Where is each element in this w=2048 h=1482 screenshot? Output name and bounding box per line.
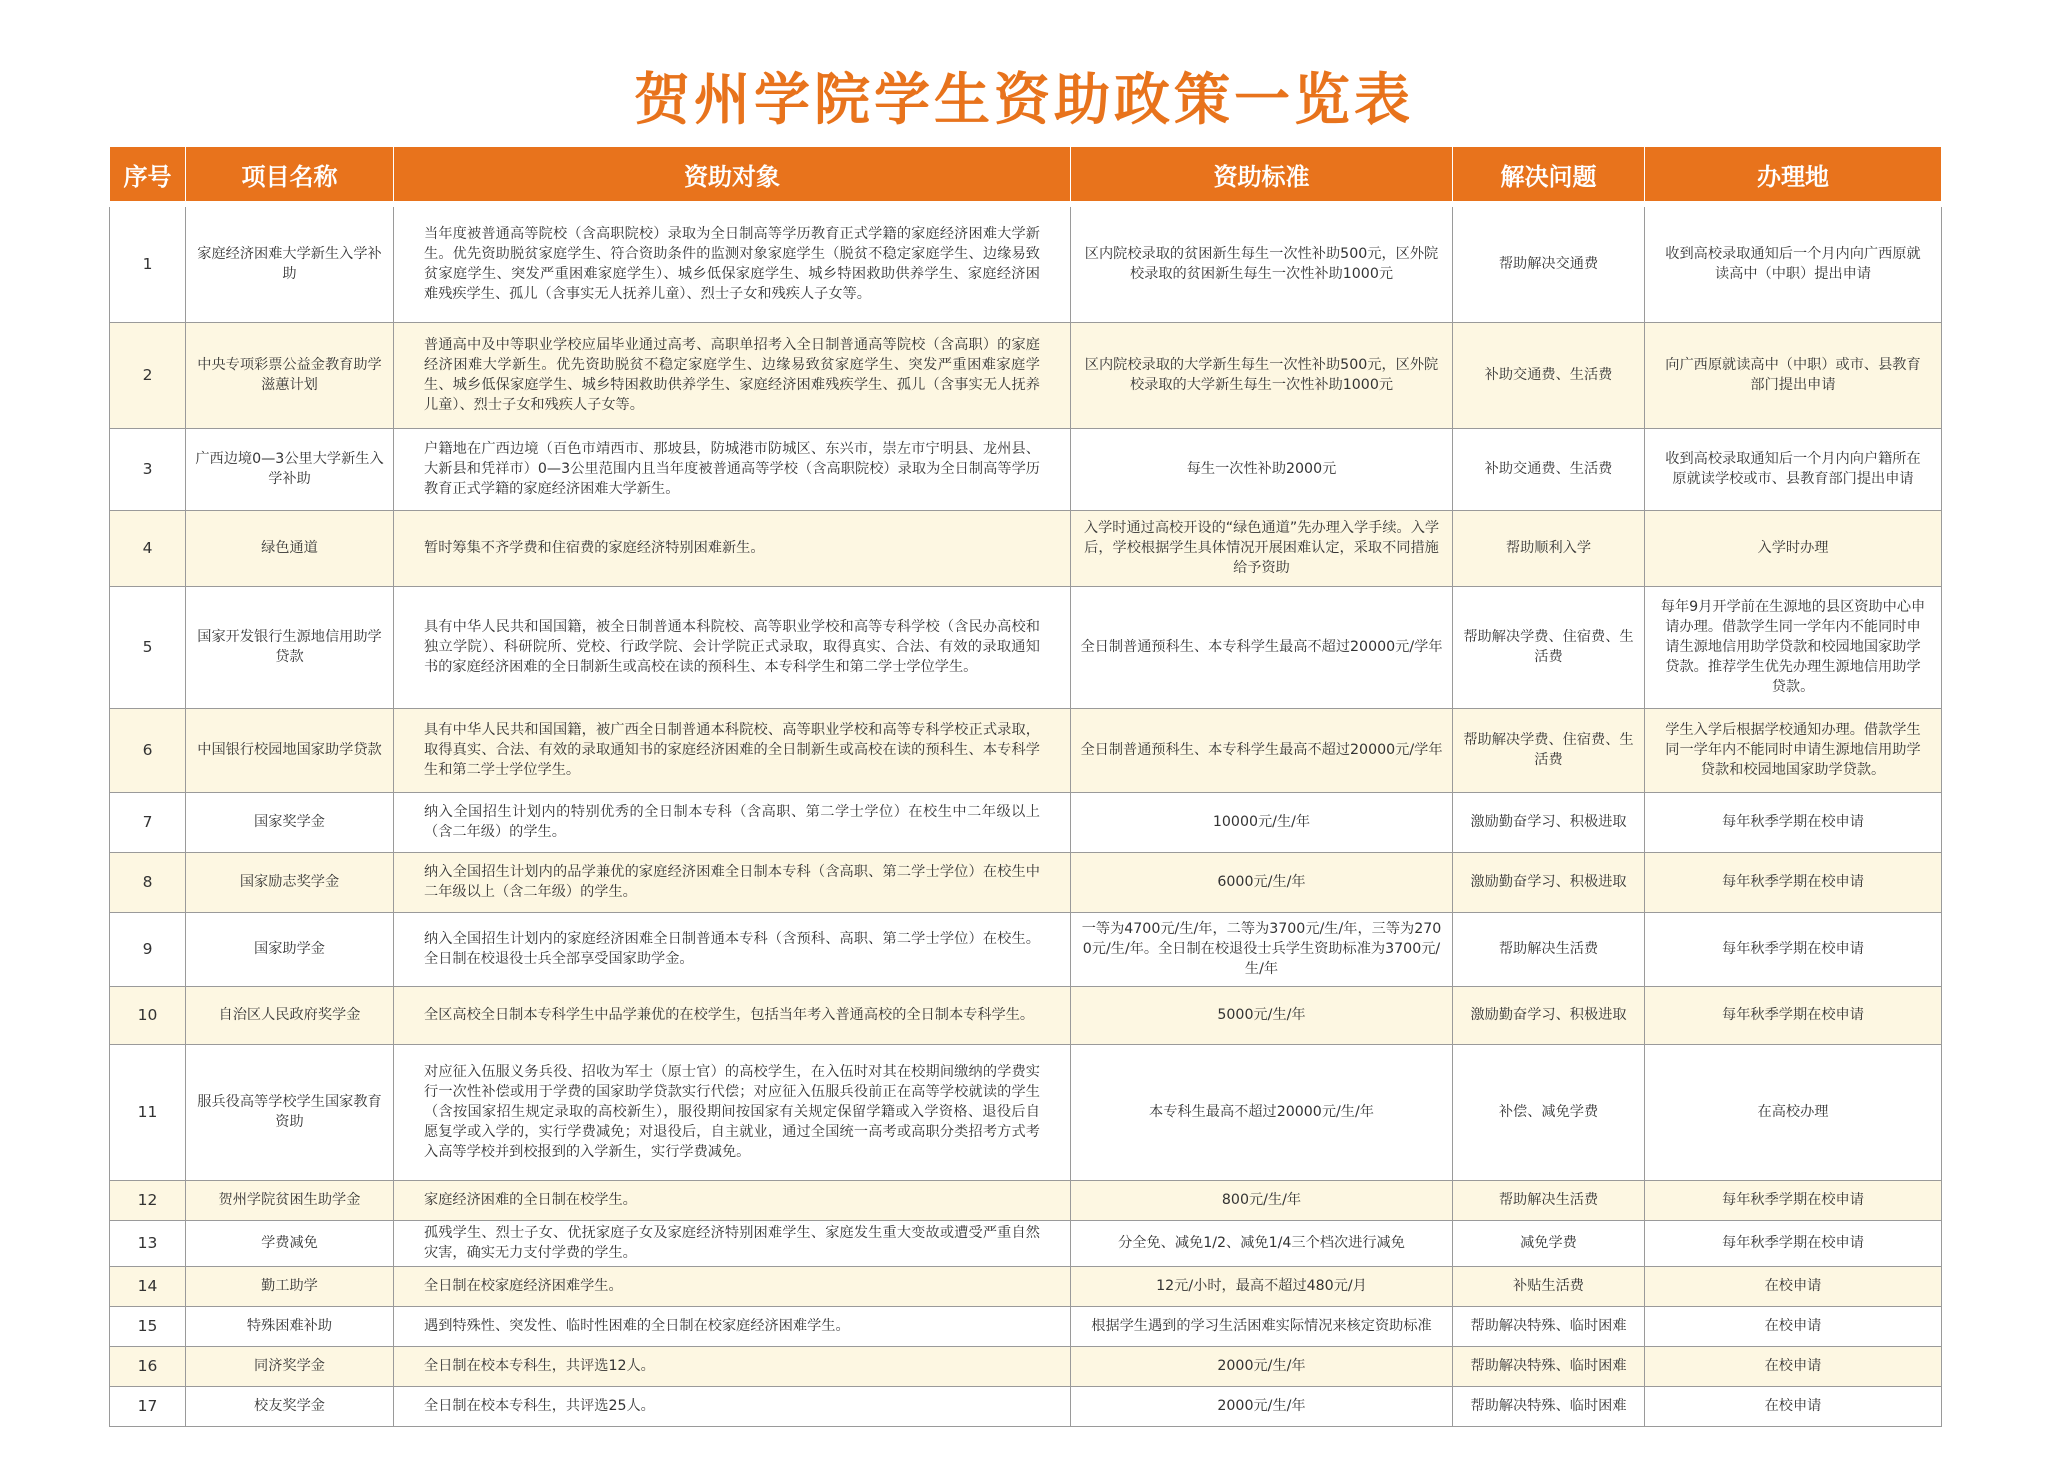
project-name: 同济奖学金 — [186, 1346, 394, 1386]
application-place: 收到高校录取通知后一个月内向广西原就读高中（中职）提出申请 — [1645, 204, 1942, 322]
project-name: 绿色通道 — [186, 510, 394, 586]
table-row — [110, 1044, 1942, 1180]
application-place: 每年秋季学期在校申请 — [1645, 792, 1942, 852]
assistance-standard: 全日制普通预科生、本专科学生最高不超过20000元/学年 — [1071, 708, 1453, 792]
application-place: 每年秋季学期在校申请 — [1645, 1220, 1942, 1266]
row-number: 5 — [110, 586, 186, 708]
problem-solved: 帮助解决特殊、临时困难 — [1453, 1346, 1645, 1386]
application-place: 每年9月开学前在生源地的县区资助中心申请办理。借款学生同一学年内不能同时申请生源地信用助学贷款和校园地国家助学贷款。推荐学生优先办理生源地信用助学贷款。 — [1645, 586, 1942, 708]
application-place: 学生入学后根据学校通知办理。借款学生同一学年内不能同时申请生源地信用助学贷款和校园地国家助学贷款。 — [1645, 708, 1942, 792]
assistance-standard: 区内院校录取的大学新生每生一次性补助500元，区外院校录取的大学新生每生一次性补助1000元 — [1071, 322, 1453, 428]
project-name: 服兵役高等学校学生国家教育资助 — [186, 1044, 394, 1180]
problem-solved: 补偿、减免学费 — [1453, 1044, 1645, 1180]
table-row — [110, 586, 1942, 708]
assistance-standard: 每生一次性补助2000元 — [1071, 428, 1453, 510]
application-place: 入学时办理 — [1645, 510, 1942, 586]
assistance-standard: 5000元/生/年 — [1071, 986, 1453, 1044]
table-row — [110, 852, 1942, 912]
assistance-target: 全日制在校家庭经济困难学生。 — [394, 1266, 1071, 1306]
application-place: 在校申请 — [1645, 1386, 1942, 1426]
assistance-target: 普通高中及中等职业学校应届毕业通过高考、高职单招考入全日制普通高等院校（含高职）的家庭经济困难大学新生。优先资助脱贫不稳定家庭学生、边缘易致贫家庭学生、突发严重困难家庭学生、城乡低保家庭学生、城乡特困救助供养学生、家庭经济困难残疾学生、孤儿（含事实无人抚养儿童）、烈士子女和残疾人子女等。 — [394, 322, 1071, 428]
row-number: 2 — [110, 322, 186, 428]
problem-solved: 帮助解决交通费 — [1453, 204, 1645, 322]
problem-solved: 帮助解决学费、住宿费、生活费 — [1453, 586, 1645, 708]
row-number: 17 — [110, 1386, 186, 1426]
table-row — [110, 708, 1942, 792]
problem-solved: 补贴生活费 — [1453, 1266, 1645, 1306]
application-place: 在校申请 — [1645, 1346, 1942, 1386]
table-row — [110, 1220, 1942, 1266]
project-name: 中央专项彩票公益金教育助学滋蕙计划 — [186, 322, 394, 428]
project-name: 国家励志奖学金 — [186, 852, 394, 912]
header-standard: 资助标准 — [1071, 147, 1453, 205]
application-place: 每年秋季学期在校申请 — [1645, 986, 1942, 1044]
application-place: 向广西原就读高中（中职）或市、县教育部门提出申请 — [1645, 322, 1942, 428]
assistance-target: 具有中华人民共和国国籍，被全日制普通本科院校、高等职业学校和高等专科学校（含民办高校和独立学院）、科研院所、党校、行政学院、会计学院正式录取，取得真实、合法、有效的录取通知书的家庭经济困难的全日制新生或高校在读的预科生、本专科学生和第二学士学位学生。 — [394, 586, 1071, 708]
assistance-standard: 全日制普通预科生、本专科学生最高不超过20000元/学年 — [1071, 586, 1453, 708]
project-name: 国家开发银行生源地信用助学贷款 — [186, 586, 394, 708]
policy-table — [109, 146, 1942, 1427]
project-name: 中国银行校园地国家助学贷款 — [186, 708, 394, 792]
row-number: 10 — [110, 986, 186, 1044]
assistance-standard: 2000元/生/年 — [1071, 1386, 1453, 1426]
row-number: 8 — [110, 852, 186, 912]
table-row — [110, 322, 1942, 428]
assistance-target: 遇到特殊性、突发性、临时性困难的全日制在校家庭经济困难学生。 — [394, 1306, 1071, 1346]
assistance-standard: 入学时通过高校开设的“绿色通道”先办理入学手续。入学后，学校根据学生具体情况开展困难认定，采取不同措施给予资助 — [1071, 510, 1453, 586]
problem-solved: 帮助解决特殊、临时困难 — [1453, 1386, 1645, 1426]
application-place: 每年秋季学期在校申请 — [1645, 852, 1942, 912]
project-name: 学费减免 — [186, 1220, 394, 1266]
assistance-standard: 10000元/生/年 — [1071, 792, 1453, 852]
table-row — [110, 1386, 1942, 1426]
problem-solved: 激励勤奋学习、积极进取 — [1453, 792, 1645, 852]
assistance-target: 纳入全国招生计划内的特别优秀的全日制本专科（含高职、第二学士学位）在校生中二年级以上（含二年级）的学生。 — [394, 792, 1071, 852]
row-number: 12 — [110, 1180, 186, 1220]
assistance-standard: 2000元/生/年 — [1071, 1346, 1453, 1386]
assistance-target: 全日制在校本专科生，共评选25人。 — [394, 1386, 1071, 1426]
project-name: 自治区人民政府奖学金 — [186, 986, 394, 1044]
problem-solved: 减免学费 — [1453, 1220, 1645, 1266]
row-number: 6 — [110, 708, 186, 792]
header-problem: 解决问题 — [1453, 147, 1645, 205]
project-name: 勤工助学 — [186, 1266, 394, 1306]
assistance-target: 纳入全国招生计划内的家庭经济困难全日制普通本专科（含预科、高职、第二学士学位）在校生。全日制在校退役士兵全部享受国家助学金。 — [394, 912, 1071, 986]
application-place: 每年秋季学期在校申请 — [1645, 1180, 1942, 1220]
table-row — [110, 1180, 1942, 1220]
project-name: 校友奖学金 — [186, 1386, 394, 1426]
application-place: 收到高校录取通知后一个月内向户籍所在原就读学校或市、县教育部门提出申请 — [1645, 428, 1942, 510]
assistance-target: 暂时筹集不齐学费和住宿费的家庭经济特别困难新生。 — [394, 510, 1071, 586]
page-title: 贺州学院学生资助政策一览表 — [634, 68, 1414, 133]
problem-solved: 补助交通费、生活费 — [1453, 322, 1645, 428]
assistance-standard: 根据学生遇到的学习生活困难实际情况来核定资助标准 — [1071, 1306, 1453, 1346]
assistance-target: 全区高校全日制本专科学生中品学兼优的在校学生，包括当年考入普通高校的全日制本专科学生。 — [394, 986, 1071, 1044]
problem-solved: 激励勤奋学习、积极进取 — [1453, 852, 1645, 912]
table-row — [110, 912, 1942, 986]
project-name: 广西边境0—3公里大学新生入学补助 — [186, 428, 394, 510]
row-number: 1 — [110, 204, 186, 322]
problem-solved: 补助交通费、生活费 — [1453, 428, 1645, 510]
assistance-target: 当年度被普通高等院校（含高职院校）录取为全日制高等学历教育正式学籍的家庭经济困难大学新生。优先资助脱贫家庭学生、符合资助条件的监测对象家庭学生（脱贫不稳定家庭学生、边缘易致贫家庭学生、突发严重困难家庭学生）、城乡低保家庭学生、城乡特困救助供养学生、家庭经济困难残疾学生、孤儿（含事实无人抚养儿童）、烈士子女和残疾人子女等。 — [394, 204, 1071, 322]
project-name: 贺州学院贫困生助学金 — [186, 1180, 394, 1220]
row-number: 11 — [110, 1044, 186, 1180]
project-name: 国家奖学金 — [186, 792, 394, 852]
application-place: 每年秋季学期在校申请 — [1645, 912, 1942, 986]
table-row — [110, 1266, 1942, 1306]
assistance-target: 户籍地在广西边境（百色市靖西市、那坡县，防城港市防城区、东兴市，崇左市宁明县、龙州县、大新县和凭祥市）0—3公里范围内且当年度被普通高等学校（含高职院校）录取为全日制高等学历教育正式学籍的家庭经济困难大学新生。 — [394, 428, 1071, 510]
table-row — [110, 204, 1942, 322]
assistance-target: 家庭经济困难的全日制在校学生。 — [394, 1180, 1071, 1220]
assistance-standard: 一等为4700元/生/年，二等为3700元/生/年，三等为2700元/生/年。全日制在校退役士兵学生资助标准为3700元/生/年 — [1071, 912, 1453, 986]
assistance-target: 对应征入伍服义务兵役、招收为军士（原士官）的高校学生，在入伍时对其在校期间缴纳的学费实行一次性补偿或用于学费的国家助学贷款实行代偿；对应征入伍服兵役前正在高等学校就读的学生（含按国家招生规定录取的高校新生），服役期间按国家有关规定保留学籍或入学资格、退役后自愿复学或入学的，实行学费减免；对退役后，自主就业，通过全国统一高考或高职分类招考方式考入高等学校并到校报到的入学新生，实行学费减免。 — [394, 1044, 1071, 1180]
problem-solved: 激励勤奋学习、积极进取 — [1453, 986, 1645, 1044]
application-place: 在高校办理 — [1645, 1044, 1942, 1180]
application-place: 在校申请 — [1645, 1306, 1942, 1346]
assistance-target: 全日制在校本专科生，共评选12人。 — [394, 1346, 1071, 1386]
row-number: 14 — [110, 1266, 186, 1306]
table-row — [110, 1306, 1942, 1346]
row-number: 7 — [110, 792, 186, 852]
row-number: 9 — [110, 912, 186, 986]
assistance-standard: 6000元/生/年 — [1071, 852, 1453, 912]
header-name: 项目名称 — [186, 147, 394, 205]
table-row — [110, 792, 1942, 852]
table-row — [110, 986, 1942, 1044]
problem-solved: 帮助解决特殊、临时困难 — [1453, 1306, 1645, 1346]
assistance-standard: 区内院校录取的贫困新生每生一次性补助500元，区外院校录取的贫困新生每生一次性补助1000元 — [1071, 204, 1453, 322]
row-number: 15 — [110, 1306, 186, 1346]
header-place: 办理地 — [1645, 147, 1942, 205]
row-number: 3 — [110, 428, 186, 510]
header-no: 序号 — [110, 147, 186, 205]
row-number: 13 — [110, 1220, 186, 1266]
problem-solved: 帮助解决学费、住宿费、生活费 — [1453, 708, 1645, 792]
project-name: 特殊困难补助 — [186, 1306, 394, 1346]
project-name: 国家助学金 — [186, 912, 394, 986]
row-number: 16 — [110, 1346, 186, 1386]
problem-solved: 帮助解决生活费 — [1453, 1180, 1645, 1220]
table-row — [110, 510, 1942, 586]
application-place: 在校申请 — [1645, 1266, 1942, 1306]
table-row — [110, 428, 1942, 510]
assistance-standard: 800元/生/年 — [1071, 1180, 1453, 1220]
assistance-target: 孤残学生、烈士子女、优抚家庭子女及家庭经济特别困难学生、家庭发生重大变故或遭受严重自然灾害，确实无力支付学费的学生。 — [394, 1220, 1071, 1266]
assistance-standard: 本专科生最高不超过20000元/生/年 — [1071, 1044, 1453, 1180]
row-number: 4 — [110, 510, 186, 586]
table-row — [110, 1346, 1942, 1386]
problem-solved: 帮助解决生活费 — [1453, 912, 1645, 986]
table-header-row — [110, 147, 1942, 205]
assistance-standard: 12元/小时，最高不超过480元/月 — [1071, 1266, 1453, 1306]
problem-solved: 帮助顺利入学 — [1453, 510, 1645, 586]
assistance-standard: 分全免、减免1/2、减免1/4三个档次进行减免 — [1071, 1220, 1453, 1266]
assistance-target: 具有中华人民共和国国籍，被广西全日制普通本科院校、高等职业学校和高等专科学校正式录取，取得真实、合法、有效的录取通知书的家庭经济困难的全日制新生或高校在读的预科生、本专科学生和第二学士学位学生。 — [394, 708, 1071, 792]
assistance-target: 纳入全国招生计划内的品学兼优的家庭经济困难全日制本专科（含高职、第二学士学位）在校生中二年级以上（含二年级）的学生。 — [394, 852, 1071, 912]
project-name: 家庭经济困难大学新生入学补助 — [186, 204, 394, 322]
header-target: 资助对象 — [394, 147, 1071, 205]
